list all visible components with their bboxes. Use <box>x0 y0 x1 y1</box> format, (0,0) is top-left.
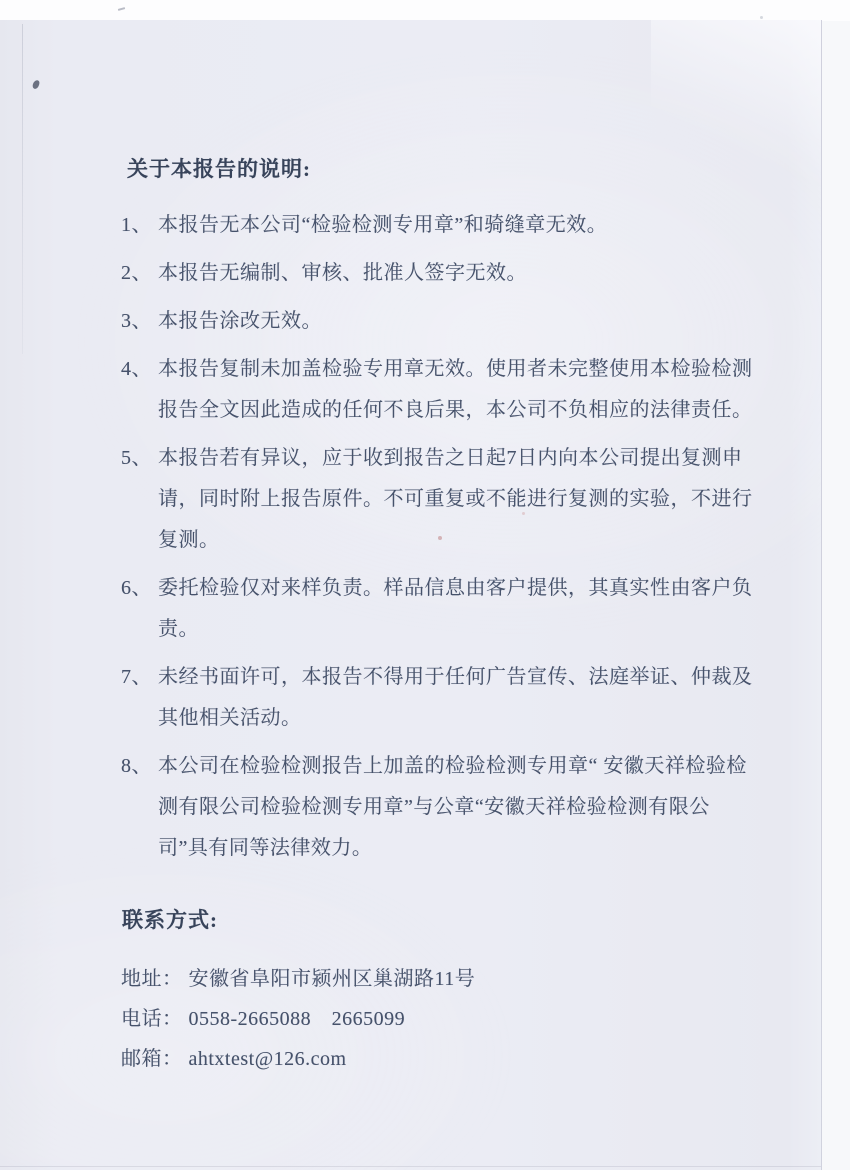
report-note-item <box>121 205 781 246</box>
address-value: 安徽省阜阳市颍州区巢湖路11号 <box>188 968 476 990</box>
note-number: 5、 <box>121 447 152 469</box>
report-notes-title: 关于本报告的说明: <box>127 157 311 181</box>
note-line: 请，同时附上报告原件。不可重复或不能进行复测的实验，不进行 <box>158 488 753 510</box>
note-number: 1、 <box>121 214 152 236</box>
contact-row-phone <box>121 999 781 1039</box>
contact-heading: 联系方式: <box>122 908 218 932</box>
note-line: 本报告涂改无效。 <box>158 310 322 332</box>
email-label: 邮箱： <box>121 1048 183 1070</box>
contact-row-email <box>121 1039 781 1079</box>
note-line: 本报告复制未加盖检验专用章无效。使用者未完整使用本检验检测 <box>158 358 753 380</box>
note-line: 报告全文因此造成的任何不良后果，本公司不负相应的法律责任。 <box>158 399 753 421</box>
note-line: 测有限公司检验检测专用章”与公章“安徽天祥检验检测有限公 <box>158 796 710 818</box>
address-label: 地址： <box>121 968 183 990</box>
report-note-item <box>121 349 781 431</box>
scanner-top-band <box>0 0 850 21</box>
note-line: 本公司在检验检测报告上加盖的检验检测专用章“ 安徽天祥检验检 <box>158 755 747 777</box>
contact-section <box>121 905 781 1079</box>
note-number: 3、 <box>121 310 152 332</box>
note-line: 本报告无编制、审核、批准人签字无效。 <box>158 262 527 284</box>
report-note-item <box>121 253 781 294</box>
note-line: 委托检验仅对来样负责。样品信息由客户提供，其真实性由客户负 <box>158 577 753 599</box>
note-number: 2、 <box>121 262 152 284</box>
report-note-item <box>121 438 781 561</box>
note-line: 复测。 <box>158 529 220 551</box>
document-content <box>0 20 821 1079</box>
email-value: ahtxtest@126.com <box>188 1048 347 1070</box>
note-line: 本报告若有异议，应于收到报告之日起7日内向本公司提出复测申 <box>158 447 743 469</box>
report-note-item <box>121 746 781 869</box>
report-note-item <box>121 301 781 342</box>
note-number: 6、 <box>121 577 152 599</box>
note-line: 司”具有同等法律效力。 <box>158 837 373 859</box>
note-number: 4、 <box>121 358 152 380</box>
note-line: 责。 <box>158 618 199 640</box>
note-line: 未经书面许可，本报告不得用于任何广告宣传、法庭举证、仲裁及 <box>158 666 753 688</box>
report-note-item <box>121 657 781 739</box>
report-note-item <box>121 568 781 650</box>
note-line: 其他相关活动。 <box>158 707 302 729</box>
phone-value: 0558-2665088 2665099 <box>188 1008 406 1030</box>
scanned-paper-sheet <box>0 20 822 1170</box>
note-number: 7、 <box>121 666 152 688</box>
report-notes-list <box>121 205 781 869</box>
note-line: 本报告无本公司“检验检测专用章”和骑缝章无效。 <box>158 214 608 236</box>
phone-label: 电话： <box>121 1008 183 1030</box>
contact-row-address <box>121 959 781 999</box>
note-number: 8、 <box>121 755 152 777</box>
